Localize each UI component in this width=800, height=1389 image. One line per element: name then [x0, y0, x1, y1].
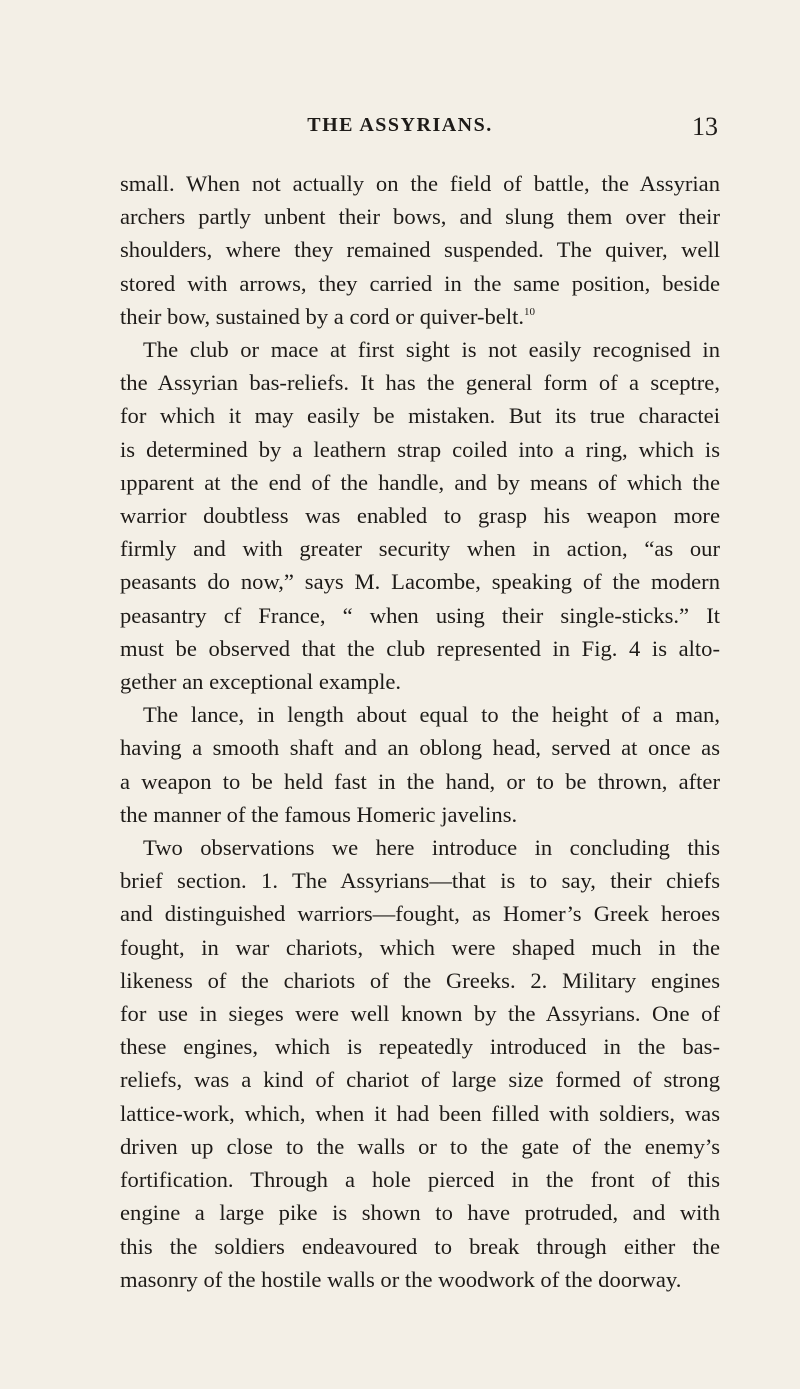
text-line: for use in sieges were well known by the Assyrians. One of — [120, 1001, 720, 1027]
text-line: and distinguished warriors—fought, as Homer’s Greek heroes — [120, 901, 720, 927]
text-line: small. When not actually on the field of battle, the Assyrian — [120, 171, 720, 196]
text-line: engine a large pike is shown to have protruded, and with — [120, 1200, 720, 1226]
text-line: fought, in war chariots, which were shaped much in the — [120, 934, 720, 960]
body-text — [120, 167, 720, 1296]
text-line: having a smooth shaft and an oblong head, served at once as — [120, 735, 720, 761]
text-line: stored with arrows, they carried in the same position, beside — [120, 270, 720, 296]
text-line: The lance, in length about equal to the height of a man, — [143, 702, 720, 728]
text-line-content: their bow, sustained by a cord or quiver-belt. — [120, 303, 525, 329]
text-line: peasants do now,” says M. Lacombe, speaking of the modern — [120, 569, 720, 595]
text-line: ıpparent at the end of the handle, and by means of which the — [120, 469, 720, 495]
text-line: peasantry cf France, “ when using their single-sticks.” It — [120, 602, 720, 628]
running-title: THE ASSYRIANS. — [307, 114, 493, 136]
text-line: must be observed that the club represented in Fig. 4 is alto- — [120, 635, 720, 661]
running-head — [0, 114, 800, 144]
text-line: likeness of the chariots of the Greeks. 2. Military engines — [120, 967, 720, 993]
text-line: the Assyrian bas-reliefs. It has the general form of a sceptre, — [120, 370, 720, 396]
text-line: shoulders, where they remained suspended. The quiver, well — [120, 237, 720, 263]
text-line — [120, 300, 720, 333]
text-line: this the soldiers endeavoured to break through either the — [120, 1233, 720, 1259]
text-line: warrior doubtless was enabled to grasp his weapon more — [120, 503, 720, 529]
text-line: is determined by a leathern strap coiled into a ring, which is — [120, 436, 720, 462]
text-line: The club or mace at first sight is not easily recognised in — [143, 337, 720, 363]
text-line: gether an exceptional example. — [120, 669, 402, 695]
text-line: the manner of the famous Homeric javelins. — [120, 801, 518, 827]
text-line: a weapon to be held fast in the hand, or to be thrown, after — [120, 768, 720, 794]
text-line: firmly and with greater security when in action, “as our — [120, 536, 720, 562]
text-line: archers partly unbent their bows, and slung them over their — [120, 204, 720, 230]
text-line: masonry of the hostile walls or the woodwork of the doorway. — [120, 1266, 682, 1292]
footnote-reference: 10 — [524, 305, 536, 318]
text-line: these engines, which is repeatedly introduced in the bas- — [120, 1034, 720, 1060]
text-line: lattice-work, which, when it had been filled with soldiers, was — [120, 1100, 720, 1126]
page-number: 13 — [692, 112, 718, 141]
text-line: driven up close to the walls or to the gate of the enemy’s — [120, 1133, 720, 1159]
text-line: for which it may easily be mistaken. But its true charactei — [120, 403, 720, 429]
text-line: fortification. Through a hole pierced in the front of this — [120, 1167, 720, 1193]
text-line: brief section. 1. The Assyrians—that is to say, their chiefs — [120, 868, 720, 894]
text-line: Two observations we here introduce in concluding this — [143, 835, 720, 861]
text-line: reliefs, was a kind of chariot of large size formed of strong — [120, 1067, 720, 1093]
